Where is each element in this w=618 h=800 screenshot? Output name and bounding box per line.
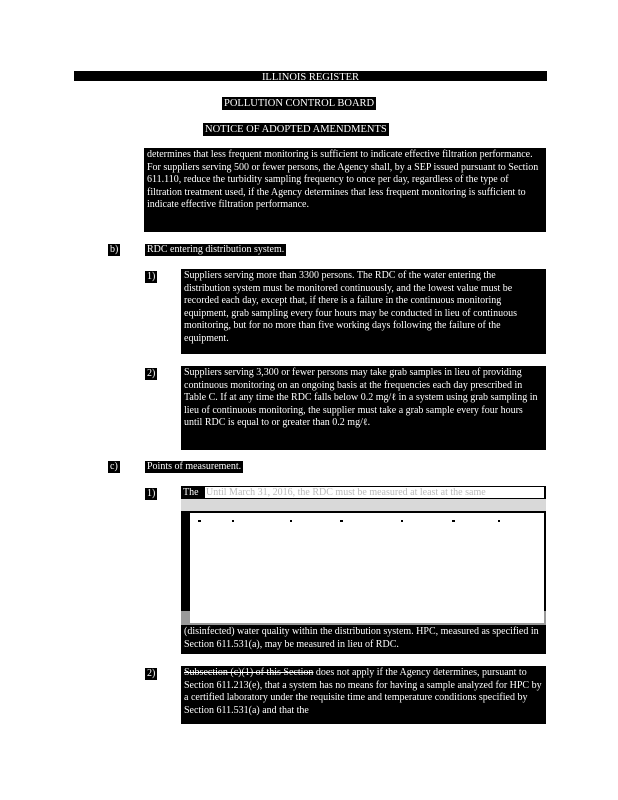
item-c2-marker: 2) bbox=[147, 668, 156, 679]
item-b2-text: Suppliers serving 3,300 or fewer persons may take grab samples in lieu of providing continuous monitoring on an ongoing basis at the frequencies each day prescribed in Table C. If at any time the RDC falls below 0.2 mg/ℓ in a system using grab sampling in lieu of continuous monitoring, the supplier must take a grab sample every four hours until RDC is equal to or greater than 0.2 mg/ℓ. bbox=[184, 367, 538, 429]
speck bbox=[340, 520, 343, 522]
speck bbox=[232, 520, 234, 522]
item-b2-paragraph bbox=[181, 366, 546, 450]
intro-paragraph-text: determines that less frequent monitoring is sufficient to indicate effective filtration performance. For suppliers serving 500 or fewer persons, the Agency shall, by a SEP issued pursuant to Section 611.110, reduce the turbidity sampling frequency to once per day, regardless of the type of filtration treatment used, if the Agency determines that less frequent monitoring is sufficient to indicate effective filtration performance. bbox=[147, 149, 539, 211]
item-b1-text: Suppliers serving more than 3300 persons. The RDC of the water entering the distribution system must be monitored continuously, and the lowest value must be recorded each day, except that, if there is a failure in the continuous monitoring equipment, grab sampling every four hours may be conducted in lieu of continuous monitoring, but for no more than five working days following the failure of the equipment. bbox=[184, 270, 517, 344]
item-c2-text bbox=[184, 667, 543, 717]
speck bbox=[198, 520, 201, 522]
intro-paragraph bbox=[144, 148, 546, 232]
item-c1-marker: 1) bbox=[147, 488, 156, 499]
section-b-title: RDC entering distribution system. bbox=[147, 244, 285, 255]
speck bbox=[452, 520, 455, 522]
speck bbox=[290, 520, 292, 522]
item-c1-first-word: The bbox=[183, 487, 199, 498]
faded-line-2 bbox=[181, 499, 546, 511]
item-b2-marker: 2) bbox=[147, 368, 156, 379]
speck bbox=[498, 520, 500, 522]
register-title: ILLINOIS REGISTER bbox=[261, 72, 360, 83]
section-b-marker: b) bbox=[110, 244, 119, 255]
obscured-region bbox=[190, 513, 544, 623]
item-c2-remaining-text: does not apply if the Agency determines, pursuant to Section 611.213(e), that a system has no means for having a sample analyzed for HPC by a certified laboratory under the requisite time and temperature conditions specified by Section 611.531(a) and that the bbox=[184, 667, 542, 716]
faded-line-bottom bbox=[181, 611, 546, 625]
item-c2-struck-text: Subsection (c)(1) of this Section bbox=[184, 667, 314, 678]
notice-title: NOTICE OF ADOPTED AMENDMENTS bbox=[205, 124, 387, 135]
item-b1-paragraph bbox=[181, 269, 546, 354]
board-title: POLLUTION CONTROL BOARD bbox=[224, 98, 375, 109]
speck bbox=[401, 520, 403, 522]
section-c-title: Points of measurement. bbox=[147, 461, 242, 472]
item-c2-paragraph bbox=[181, 666, 546, 724]
item-c1-faded-first-line: Until March 31, 2016, the RDC must be measured at least at the same bbox=[206, 487, 486, 498]
item-c1-tail-text: (disinfected) water quality within the distribution system. HPC, measured as specified in Section 611.531(a), may be measured in lieu of RDC. bbox=[184, 626, 539, 650]
item-b1-marker: 1) bbox=[147, 271, 156, 282]
section-c-marker: c) bbox=[110, 461, 118, 472]
item-c1-tail-paragraph bbox=[181, 625, 546, 654]
